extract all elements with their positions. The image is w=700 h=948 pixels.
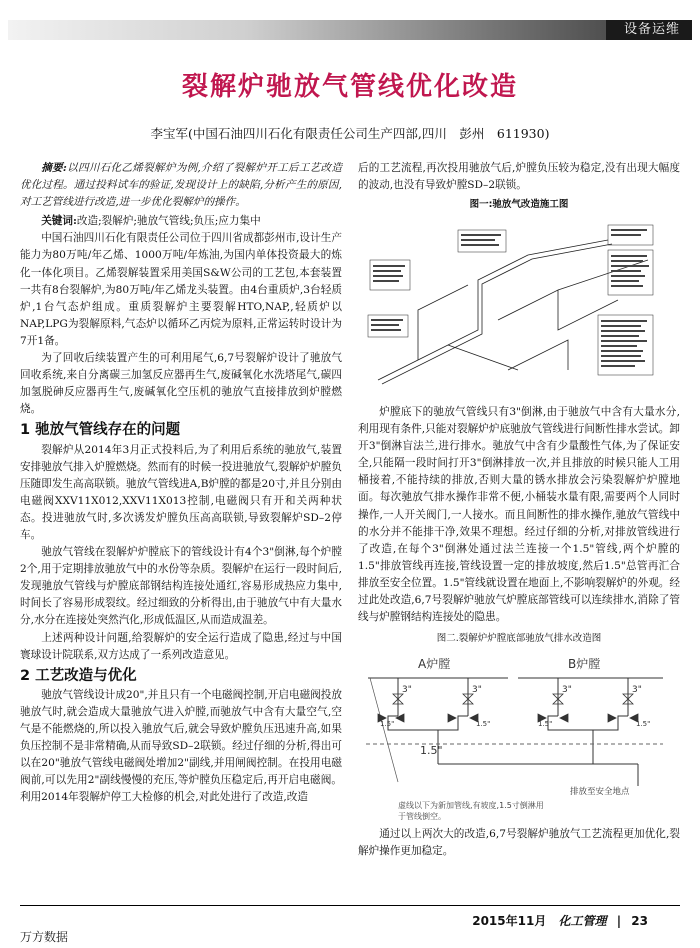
note-line-1: 虚线以下为新加管线,有坡度,1.5寸倒淋用 xyxy=(398,801,544,810)
furnace-a-label: A炉膛 xyxy=(418,657,451,671)
right-paragraph-conclusion: 通过以上两次大的改造,6,7号裂解炉驰放气工艺流程更加优化,裂解炉操作更加稳定。 xyxy=(358,828,680,858)
section-2-heading: 2 工艺改造与优化 xyxy=(20,667,137,684)
footer-rule xyxy=(20,905,680,906)
valve-label-b2: 3" xyxy=(632,685,642,695)
section-2-paragraph-1: 驰放气管线设计成20",并且只有一个电磁阀控制,开启电磁阀投放驰放气时,就会造成大量驰放气进入炉膛,而驰放气中含有大量空气,空气是不能燃烧的,所以投入驰放气后,就会导致炉膛负压迅速升高,如果负压控制不是非常精确,从而导致SD–2联锁。经过仔细的分析,得出可以在20"驰放气管线电磁阀处增加2"副线,并用闸阀控制。在投用电磁阀前,可以先用2"副线慢慢的充压,等炉膛负压稳定后,再开启电磁阀。利用2014年裂解炉停工大检修的机会,对此处进行了改造,改造 xyxy=(20,688,342,804)
main-pipe-label: 1.5" xyxy=(420,744,443,757)
right-paragraph-continued: 后的工艺流程,再次投用驰放气后,炉膛负压较为稳定,没有出现大幅度的波动,也没有导致炉膛SD–2联锁。 xyxy=(358,162,680,192)
left-column xyxy=(20,160,342,806)
keywords-label: 关键词: xyxy=(41,215,77,228)
figure-2-caption: 图二.裂解炉炉膛底部驰放气排水改造图 xyxy=(436,633,602,645)
footer xyxy=(472,912,648,929)
watermark: 万方数据 xyxy=(20,930,69,944)
keywords-text: 改造;裂解炉;驰放气管线;负压;应力集中 xyxy=(76,215,261,228)
figure-1-caption: 图一:驰放气改造施工图 xyxy=(469,199,569,211)
keywords xyxy=(20,213,342,230)
valve-label-a1: 3" xyxy=(402,685,412,695)
small-pipe-label-3: 1.5" xyxy=(538,720,553,728)
small-pipe-label-1: 1.5" xyxy=(380,720,395,728)
right-column-middle xyxy=(358,404,680,647)
article-title: 裂解炉驰放气管线优化改造 xyxy=(181,72,518,102)
header-bar xyxy=(8,20,692,40)
small-pipe-label-2: 1.5" xyxy=(476,720,491,728)
footer-date: 2015年11月 xyxy=(472,914,547,928)
note-line-2: 于管线倒空。 xyxy=(398,812,446,821)
valves xyxy=(378,694,638,722)
intro-paragraph-2: 为了回收后续装置产生的可利用尾气,6,7号裂解炉设计了驰放气回收系统,来自分离碳三加氢反应器再生气,废碱氧化水洗塔尾气,碳四加氢脱砷反应器再生气,废碱氧化空压机的驰放气直接排放到炉膛燃烧。 xyxy=(20,352,342,416)
right-column-top xyxy=(358,160,680,213)
abstract-text: 以四川石化乙烯裂解炉为例,介绍了裂解炉开工后工艺改造优化过程。通过投料试车的验证,发现设计上的缺陷,分析产生的原因,对工艺管线进行改造,进一步优化裂解炉的操作。 xyxy=(20,162,342,209)
section-1-paragraph-3: 上述两种设计问题,给裂解炉的安全运行造成了隐患,经过与中国寰球设计院联系,双方达成了一系列改造意见。 xyxy=(20,631,342,661)
right-paragraph-drain: 炉膛底下的驰放气管线只有3"倒淋,由于驰放气中含有大量水分,利用现有条件,只能对裂解炉炉底驰放气管线进行间断性排水尝试。卸开3"倒淋盲法兰,进行排水。驰放气中含有少量酸性气体,为了保证安全,只能隔一段时间打开3"倒淋排放一次,并且排放的时候只能人工用桶接着,不能持续的排放,否则大量的锈水排放会污染裂解炉炉膛地面。每次驰放气排水操作非常不便,小桶装水量有限,需要两个人同时操作,一人开关阀门,一人接水。而且间断性的排水操作,驰放气管线中的水分并不能排干净,效果不理想。经过仔细的分析,对排放管线进行了改造,在每个3"倒淋处通过法兰连接一个1.5"管线,两个炉膛的1.5"排放管线再连接,管线设置一定的排放坡度,然后1.5"总管再汇合排放至安全位置。1.5"管线就设置在地面上,不影响裂解炉的外观。经过此处改造,6,7号裂解炉驰放气炉膛底部管线可以连续排水,消除了管线与炉膛钢结构连接处的隐患。 xyxy=(358,406,680,624)
footer-page: 23 xyxy=(631,914,648,928)
footer-journal: 化工管理 xyxy=(558,914,607,928)
small-pipe-label-4: 1.5" xyxy=(636,720,651,728)
section-1-paragraph-1: 裂解炉从2014年3月正式投料后,为了利用后系统的驰放气,装置安排驰放气排入炉膛燃烧。然而有的时候一投进驰放气,裂解炉炉膛负压随即发生高高联锁。驰放气管线进A,B炉膛的都是20寸,并且分别由电磁阀XXV11X012,XXV11X013控制,电磁阀只有开和关两种状态。投进驰放气时,多次诱发炉膛负压高高联锁,导致裂解炉SD–2停车。 xyxy=(20,443,342,541)
section-1-heading: 1 驰放气管线存在的问题 xyxy=(20,422,181,439)
footer-separator: | xyxy=(616,914,622,928)
discharge-label: 排放至安全地点 xyxy=(570,787,630,797)
right-column-bottom xyxy=(358,826,680,860)
abstract-label: 摘要: xyxy=(41,162,67,174)
section-tag: 设备运维 xyxy=(606,20,692,40)
author-line: 李宝军(中国石油四川石化有限责任公司生产四部,四川 彭州 611930) xyxy=(150,126,550,141)
furnace-b-label: B炉膛 xyxy=(568,657,601,671)
valve-label-a2: 3" xyxy=(472,685,482,695)
abstract xyxy=(20,160,342,211)
section-1-paragraph-2: 驰放气管线在裂解炉炉膛底下的管线设计有4个3"倒淋,每个炉膛2个,用于定期排放驰放气中的水份等杂质。裂解炉在运行一段时间后,发现驰放气管线与炉膛底部钢结构连接处通红,容易形成热应力集中,时间长了容易形成裂纹。经过细致的分析得出,由于驰放气中有大量水分,水分在连接处突然汽化,形成低温区,从而造成温差。 xyxy=(20,546,342,627)
figure-1-drawing xyxy=(358,220,673,400)
valve-label-b1: 3" xyxy=(562,685,572,695)
figure-2-drawing xyxy=(358,654,673,822)
intro-paragraph-1: 中国石油四川石化有限责任公司位于四川省成都彭州市,设计生产能力为80万吨/年乙烯、1000万吨/年炼油,为国内单体投资最大的炼化一体化项目。乙烯裂解装置采用美国S&W公司的工艺包,本套装置一共有8台裂解炉,为80万吨/年乙烯龙头装置。由4台重质炉,3台轻质炉,1台气态炉组成。重质裂解炉主要裂解HTO,NAP,,轻质炉以NAP,LPG为裂解原料,气态炉以循环乙丙烷为原料,正常运转时设计为7开1备。 xyxy=(20,232,342,347)
